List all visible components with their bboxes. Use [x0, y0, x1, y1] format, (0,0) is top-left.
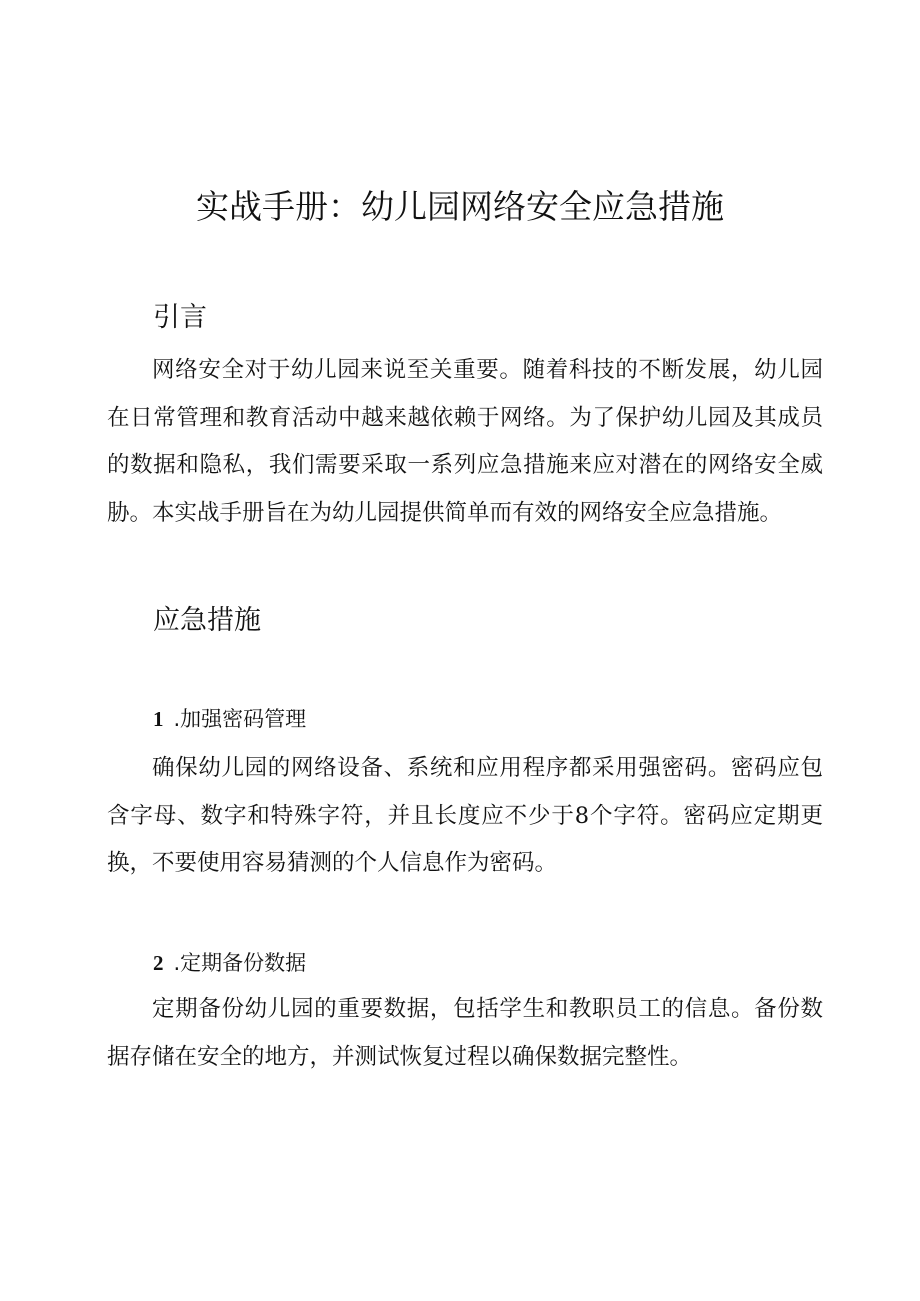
- measure-1-title: .加强密码管理: [173, 707, 307, 731]
- intro-heading: 引言: [153, 302, 207, 333]
- document-title: 实战手册：幼儿园网络安全应急措施: [196, 187, 724, 226]
- measure-1-paragraph: 确保幼儿园的网络设备、系统和应用程序都采用强密码。密码应包含字母、数字和特殊字符，并且长度应不少于8个字符。密码应定期更换，不要使用容易猜测的个人信息作为密码。: [107, 755, 823, 876]
- measure-2-title: .定期备份数据: [173, 951, 307, 975]
- measure-1-heading: [153, 704, 306, 734]
- measures-heading: 应急措施: [153, 605, 261, 636]
- intro-paragraph: 网络安全对于幼儿园来说至关重要。随着科技的不断发展，幼儿园在日常管理和教育活动中越来越依赖于网络。为了保护幼儿园及其成员的数据和隐私，我们需要采取一系列应急措施来应对潜在的网络安全威胁。本实战手册旨在为幼儿园提供简单而有效的网络安全应急措施。: [107, 357, 823, 526]
- measure-2-paragraph: 定期备份幼儿园的重要数据，包括学生和教职员工的信息。备份数据存储在安全的地方，并测试恢复过程以确保数据完整性。: [107, 996, 823, 1070]
- measure-1-number: 1: [153, 707, 164, 731]
- measure-2-number: 2: [153, 951, 164, 975]
- measure-2-heading: [153, 948, 306, 978]
